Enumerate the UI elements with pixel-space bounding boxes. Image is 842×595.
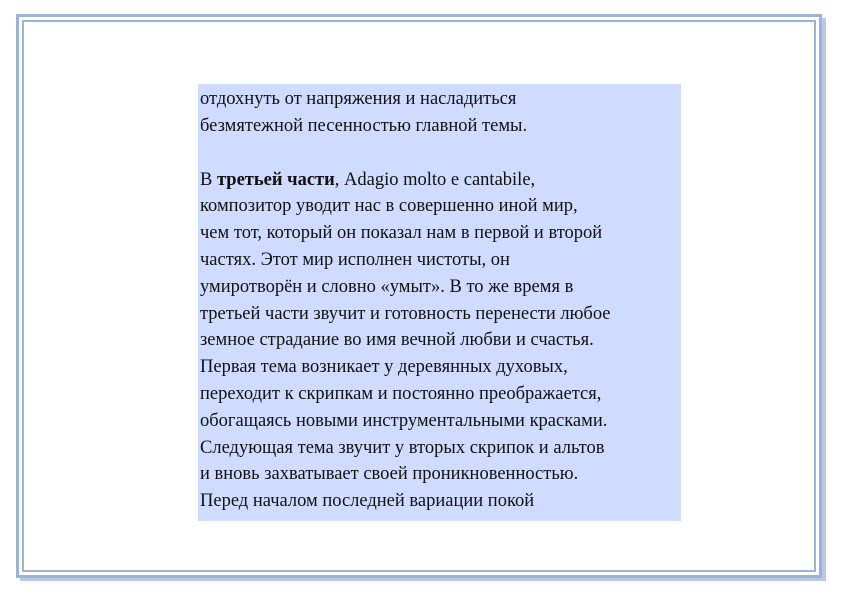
text-line: частях. Этот мир исполнен чистоты, он xyxy=(200,249,510,270)
text-line: переходит к скрипкам и постоянно преображается, xyxy=(200,383,602,404)
text-line: и вновь захватывает своей проникновенностью. xyxy=(200,464,579,485)
text-line: земное страдание во имя вечной любви и счастья. xyxy=(200,330,594,351)
text-prefix: В xyxy=(200,169,217,190)
text-line: чем тот, который он показал нам в первой и второй xyxy=(200,223,603,244)
text-line: отдохнуть от напряжения и насладиться xyxy=(200,89,517,109)
text-suffix: , Adagio molto e cantabile, xyxy=(334,169,536,190)
text-line: обогащаясь новыми инструментальными красками. xyxy=(200,410,608,431)
text-line: третьей части звучит и готовность перенести любое xyxy=(200,303,611,324)
frame-shadow xyxy=(822,18,826,580)
text-line-first xyxy=(200,167,681,194)
text-line: безмятежной песенностью главной темы. xyxy=(200,115,528,136)
text-line: умиротворён и словно «умыт». В то же время в xyxy=(200,276,574,297)
text-line: Следующая тема звучит у вторых скрипок и альтов xyxy=(200,437,605,458)
frame-shadow xyxy=(20,578,826,581)
text-line: Перед началом последней вариации покой xyxy=(200,491,535,512)
text-box xyxy=(198,84,681,521)
paragraph-2 xyxy=(200,167,681,515)
text-line: Первая тема возникает у деревянных духовых, xyxy=(200,357,568,378)
bold-term: третьей части xyxy=(216,169,335,190)
text-line: композитор уводит нас в совершенно иной мир, xyxy=(200,196,578,217)
paragraph-1 xyxy=(200,86,681,140)
